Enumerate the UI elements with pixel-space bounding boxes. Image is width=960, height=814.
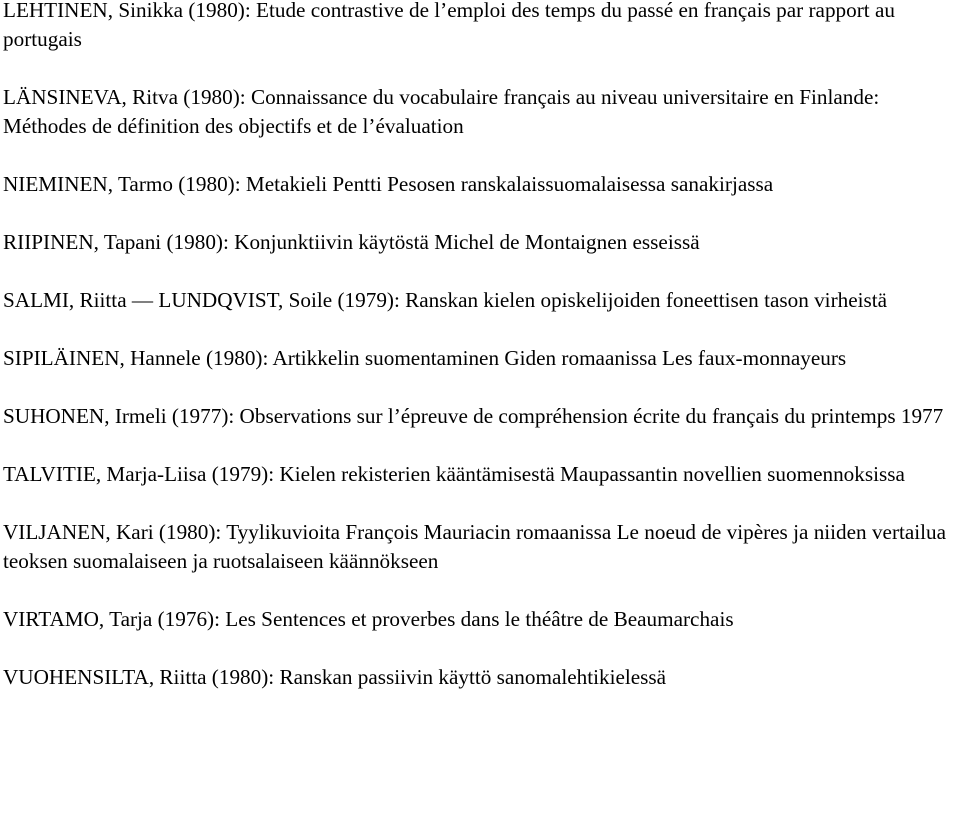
bibliography-entry: RIIPINEN, Tapani (1980): Konjunktiivin käytöstä Michel de Montaignen esseissä [3, 230, 700, 254]
bibliography-entry: NIEMINEN, Tarmo (1980): Metakieli Pentti Pesosen ranskalaissuomalaisessa sanakirjassa [3, 172, 774, 196]
bibliography-entry: LEHTINEN, Sinikka (1980): Etude contrastive de l’emploi des temps du passé en français par rapport au portugais [3, 0, 895, 51]
bibliography-entry: LÄNSINEVA, Ritva (1980): Connaissance du vocabulaire français au niveau universitaire en Finlande: Méthodes de définition des objectifs et de l’évaluation [3, 85, 880, 138]
bibliography-entry: VUOHENSILTA, Riitta (1980): Ranskan passiivin käyttö sanomalehtikielessä [3, 665, 667, 689]
bibliography-entry: SIPILÄINEN, Hannele (1980): Artikkelin suomentaminen Giden romaanissa Les faux-monnayeurs [3, 346, 847, 370]
bibliography-entry: VILJANEN, Kari (1980): Tyylikuvioita François Mauriacin romaanissa Le noeud de vipères ja niiden vertailua teoksen suomalaiseen ja ruotsalaiseen käännökseen [3, 520, 947, 573]
bibliography-entry: TALVITIE, Marja-Liisa (1979): Kielen rekisterien kääntämisestä Maupassantin novellien suomennoksissa [3, 462, 905, 486]
bibliography-list [3, 0, 950, 692]
bibliography-entry: SUHONEN, Irmeli (1977): Observations sur l’épreuve de compréhension écrite du français du printemps 1977 [3, 404, 944, 428]
bibliography-entry: SALMI, Riitta — LUNDQVIST, Soile (1979): Ranskan kielen opiskelijoiden foneettisen tason virheistä [3, 288, 888, 312]
bibliography-entry: VIRTAMO, Tarja (1976): Les Sentences et proverbes dans le théâtre de Beaumarchais [3, 607, 734, 631]
